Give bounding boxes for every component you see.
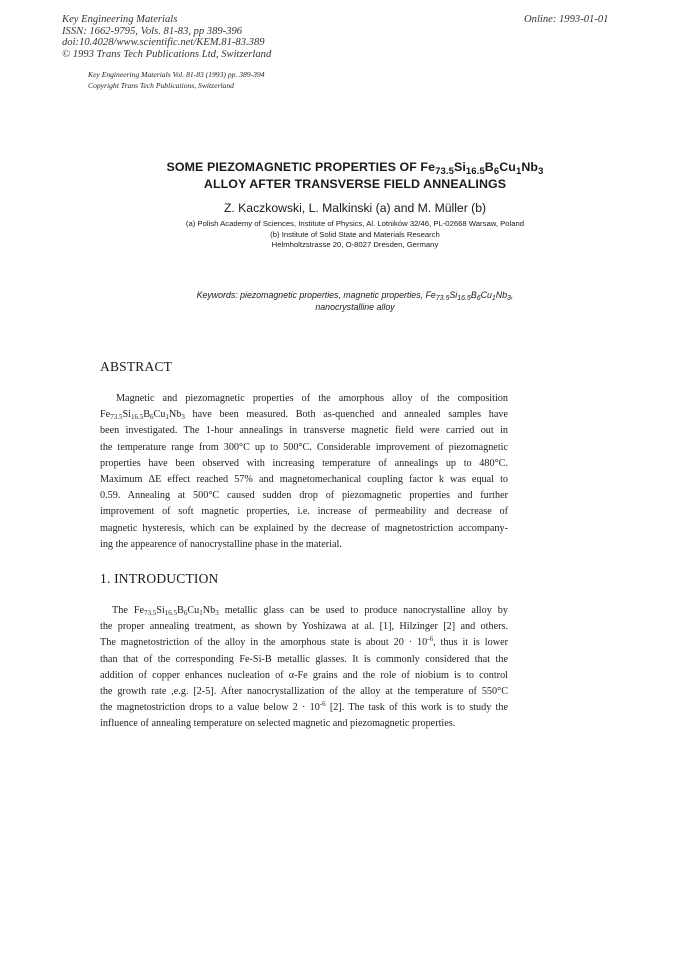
intro-line: The $Fe_{73.5}Si_{16.5}B_6Cu_1Nb_3$ metallic glass can be used to produce nanocrystalline alloy by bbox=[112, 605, 508, 617]
abstract-line: been investigated. The 1-hour annealings in transverse magnetic field were carried out in bbox=[100, 425, 508, 437]
paper-title bbox=[60, 159, 650, 193]
intro-line: The magnetostriction of the alloy in the amorphous state is about $20 \cdot 10^{-6}$, thus it is lower bbox=[100, 635, 508, 649]
abstract-heading: ABSTRACT bbox=[100, 359, 173, 374]
abstract-line: $Fe_{73.5}Si_{16.5}B_6Cu_1Nb_3$ have been measured. Both as-quenched and annealed samples have bbox=[100, 409, 508, 422]
publication-metadata bbox=[62, 14, 271, 60]
intro-line: than that of the corresponding Fe-Si-B metallic glasses. It is commonly considered that the bbox=[100, 653, 508, 665]
journal-name: Key Engineering Materials bbox=[62, 14, 178, 25]
affiliation-b: (b) Institute of Solid State and Materials Research bbox=[270, 229, 440, 239]
intro-line: the magnetostriction drops to a value below $2 \cdot 10^{-6}$ [2]. The task of this work is to study the bbox=[100, 700, 508, 714]
original-copyright-line: Copyright Trans Tech Publications, Switzerland bbox=[88, 81, 234, 90]
intro-line: the proper annealing treatment, as shown by Yoshizawa at al. [1], Hilzinger [2] and others. bbox=[100, 621, 508, 633]
affiliation-a: (a) Polish Academy of Sciences, Institute of Physics, Al. Lotników 32/46, PL-02668 Warsaw, Poland bbox=[185, 219, 525, 228]
keywords-line-2: nanocrystalline alloy bbox=[315, 301, 395, 312]
issn-line: ISSN: 1662-9795, Vols. 81-83, pp 389-396 bbox=[62, 25, 243, 37]
introduction-body bbox=[100, 603, 508, 733]
original-journal-line: Key Engineering Materials Vol. 81-83 (1993) pp. 389-394 bbox=[88, 70, 265, 79]
online-date: Online: 1993-01-01 bbox=[524, 14, 609, 25]
abstract-line: Maximum ΔE effect reached 57% and magnetomechanical coupling factor k was equal to bbox=[100, 474, 508, 486]
intro-line: addition of copper enhances nucleation of α-Fe grains and the role of niobium is to control bbox=[100, 669, 508, 681]
abstract-line: improvement of soft magnetic properties, i.e. increase of permeability and decrease of bbox=[100, 506, 508, 518]
copyright-line: © 1993 Trans Tech Publications Ltd, Switzerland bbox=[62, 48, 272, 60]
author-list: Z. Kaczkowski, L. Malkinski (a) and M. Müller (b) bbox=[223, 201, 487, 215]
intro-line: influence of annealing temperature on selected magnetic and piezomagnetic properties. bbox=[100, 718, 456, 730]
abstract-line: Magnetic and piezomagnetic properties of the amorphous alloy of the composition bbox=[116, 393, 508, 404]
abstract-line: ing the appearence of nanocrystalline phase in the material. bbox=[100, 538, 342, 550]
original-journal-header bbox=[88, 69, 265, 91]
abstract-line: the temperature range from 300°C up to 500°C. Considerable improvement of piezomagnetic bbox=[100, 441, 508, 453]
intro-line: the growth rate ,e.g. [2-5]. After nanocrystallization of the alloy at the temperature of 550°C bbox=[100, 686, 508, 698]
affiliations bbox=[60, 219, 650, 251]
affiliation-b-address: Helmholtzstrasse 20, O-8027 Dresden, Germany bbox=[271, 240, 439, 249]
abstract-line: magnetic hysteresis, which can be explained by the decrease of magnetostriction accompany- bbox=[100, 522, 508, 534]
doi-line: doi:10.4028/www.scientific.net/KEM.81-83.389 bbox=[62, 37, 265, 48]
abstract-body bbox=[100, 391, 508, 553]
abstract-line: 0.59. Annealing at 500°C caused sudden drop of piezomagnetic properties and further bbox=[100, 490, 508, 502]
title-line-2: ALLOY AFTER TRANSVERSE FIELD ANNEALINGS bbox=[203, 177, 507, 191]
keywords bbox=[60, 290, 650, 313]
introduction-heading: 1. INTRODUCTION bbox=[100, 571, 219, 586]
title-line-1: SOME PIEZOMAGNETIC PROPERTIES OF $Fe_{73.5}Si_{16.5}B_6Cu_1Nb_3$ bbox=[166, 160, 544, 177]
abstract-line: properties have been observed with increasing temperature of annealings up to 480°C. bbox=[100, 457, 508, 469]
keywords-line-1: Keywords: piezomagnetic properties, magnetic properties, $Fe_{73.5}Si_{16.5}B_6Cu_1Nb_3$, bbox=[196, 290, 514, 302]
